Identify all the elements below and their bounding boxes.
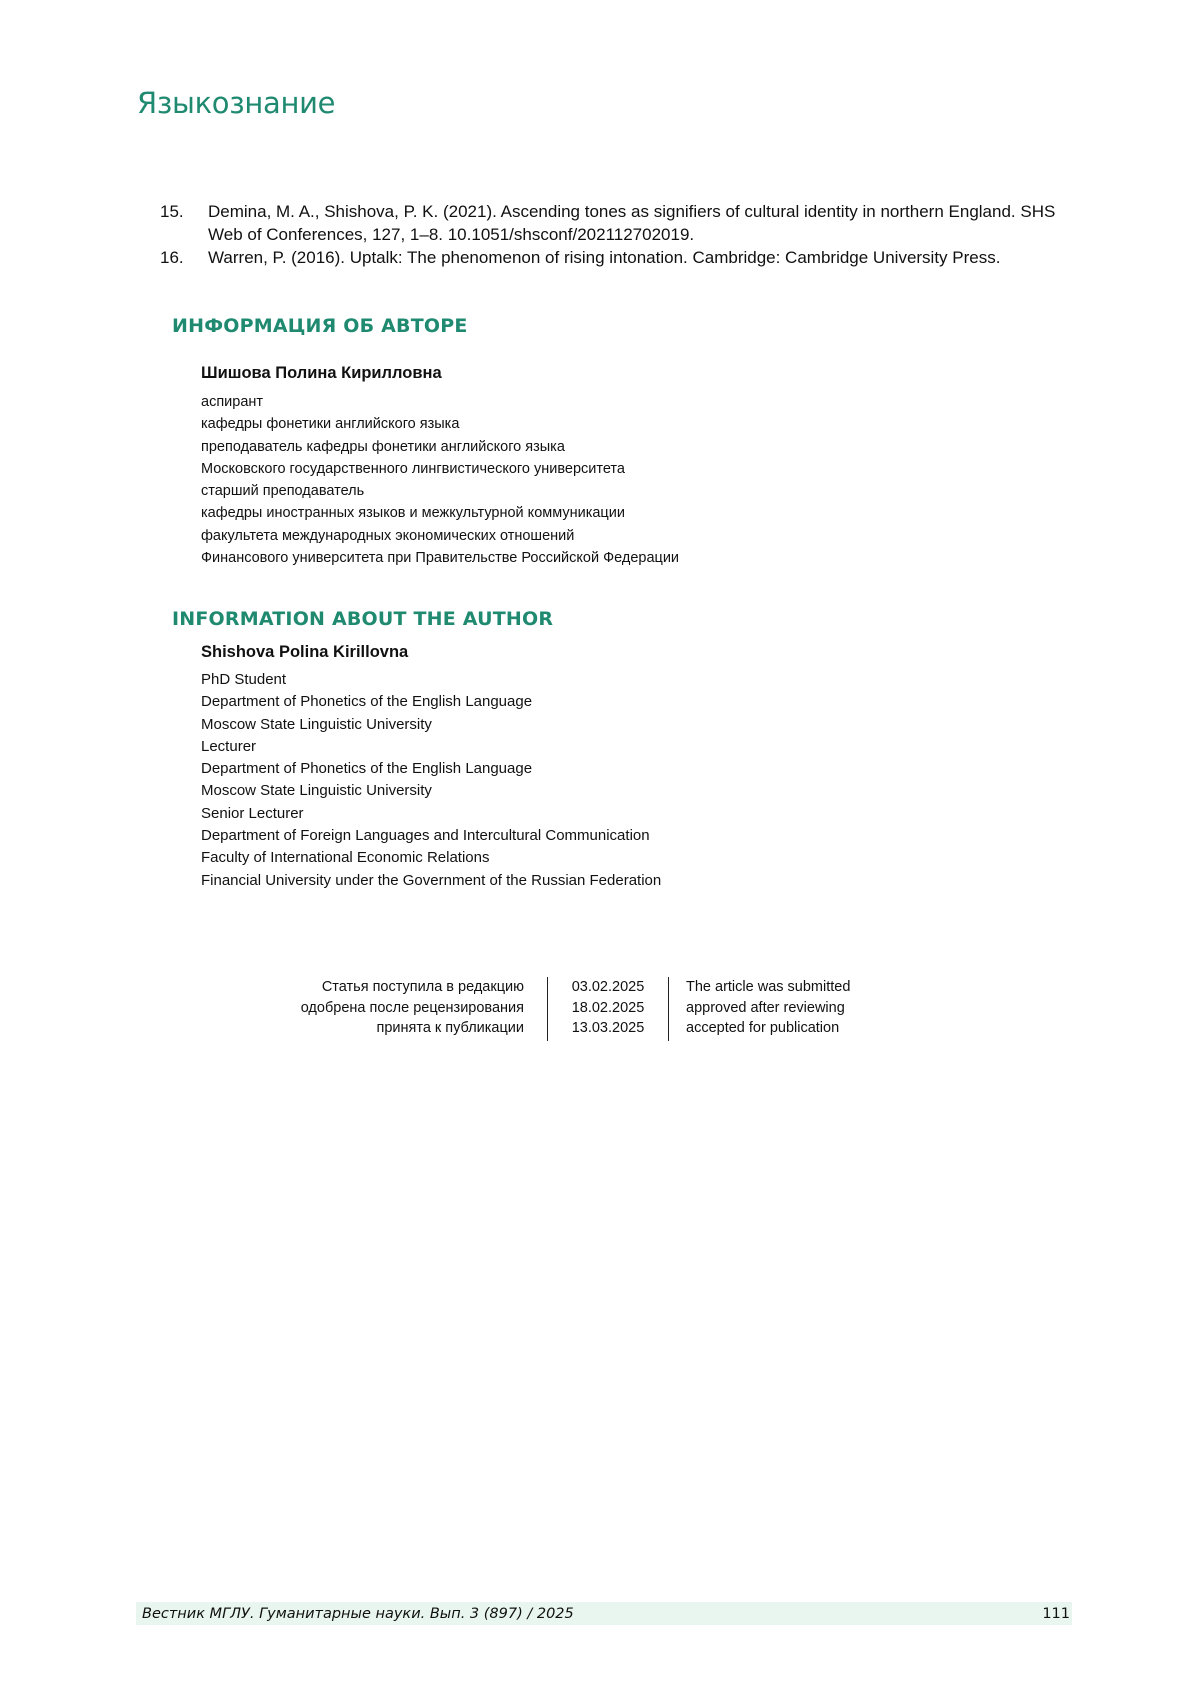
affiliation-line: кафедры фонетики английского языка xyxy=(201,416,460,433)
reference-list xyxy=(160,200,1080,269)
affiliation-line: PhD Student xyxy=(201,671,287,688)
reference-text: Warren, P. (2016). Uptalk: The phenomenon of rising intonation. Cambridge: Cambridge University Press. xyxy=(208,248,1001,267)
affiliation-line: кафедры иностранных языков и межкультурной коммуникации xyxy=(201,505,625,522)
date-label-ru: одобрена после рецензирования xyxy=(300,999,524,1016)
reference-number: 16. xyxy=(160,248,184,267)
author-heading-ru: ИНФОРМАЦИЯ ОБ АВТОРЕ xyxy=(172,315,468,337)
affiliation-line: Moscow State Linguistic University xyxy=(201,715,432,733)
dates-values xyxy=(547,977,669,1041)
affiliation-line: Lecturer xyxy=(201,737,257,755)
affiliation-line: Department of Foreign Languages and Intercultural Communication xyxy=(201,827,650,845)
author-name-en: Shishova Polina Kirillovna xyxy=(201,643,409,661)
date-label-ru: Статья поступила в редакцию xyxy=(321,979,524,995)
reference-item xyxy=(160,246,1080,269)
author-affiliation-ru xyxy=(201,391,679,569)
affiliation-line: Department of Phonetics of the English Language xyxy=(201,693,533,711)
page-footer xyxy=(136,1602,1072,1625)
affiliation-line: преподаватель кафедры фонетики английского языка xyxy=(201,438,565,455)
affiliation-line: факультета международных экономических отношений xyxy=(201,527,575,544)
affiliation-line: Financial University under the Government of the Russian Federation xyxy=(201,871,662,889)
date-value: 13.03.2025 xyxy=(571,1020,645,1036)
affiliation-line: Department of Phonetics of the English Language xyxy=(201,760,533,778)
section-title: Языкознание xyxy=(137,86,336,120)
reference-number: 15. xyxy=(160,202,184,221)
date-value: 18.02.2025 xyxy=(571,999,645,1016)
date-label-en: accepted for publication xyxy=(686,1020,840,1036)
reference-text: Demina, M. A., Shishova, P. K. (2021). Ascending tones as signifiers of cultural identity in northern England. SHS Web of Conferences, 127, 1–8. 10.1051/shsconf/202112702019. xyxy=(208,202,1056,244)
dates-labels-ru xyxy=(270,977,547,1041)
affiliation-line: аспирант xyxy=(201,394,264,410)
affiliation-line: Московского государственного лингвистического университета xyxy=(201,460,625,477)
affiliation-line: Senior Lecturer xyxy=(201,804,304,822)
page-number: 111 xyxy=(1042,1605,1070,1622)
author-heading-en: INFORMATION ABOUT THE AUTHOR xyxy=(172,608,554,630)
affiliation-line: Moscow State Linguistic University xyxy=(201,782,432,800)
affiliation-line: старший преподаватель xyxy=(201,483,365,500)
reference-item xyxy=(160,200,1080,246)
dates-labels-en xyxy=(669,977,850,1041)
date-value: 03.02.2025 xyxy=(571,979,645,995)
publication-dates xyxy=(270,977,850,1041)
date-label-ru: принята к публикации xyxy=(376,1020,524,1036)
author-name-ru: Шишова Полина Кирилловна xyxy=(201,364,442,382)
journal-title: Вестник МГЛУ. Гуманитарные науки. Вып. 3 (897) / 2025 xyxy=(142,1605,574,1622)
date-label-en: The article was submitted xyxy=(686,979,851,995)
date-label-en: approved after reviewing xyxy=(686,999,845,1016)
affiliation-line: Faculty of International Economic Relations xyxy=(201,849,490,867)
affiliation-line: Финансового университета при Правительстве Российской Федерации xyxy=(201,550,680,567)
author-affiliation-en xyxy=(201,669,661,892)
